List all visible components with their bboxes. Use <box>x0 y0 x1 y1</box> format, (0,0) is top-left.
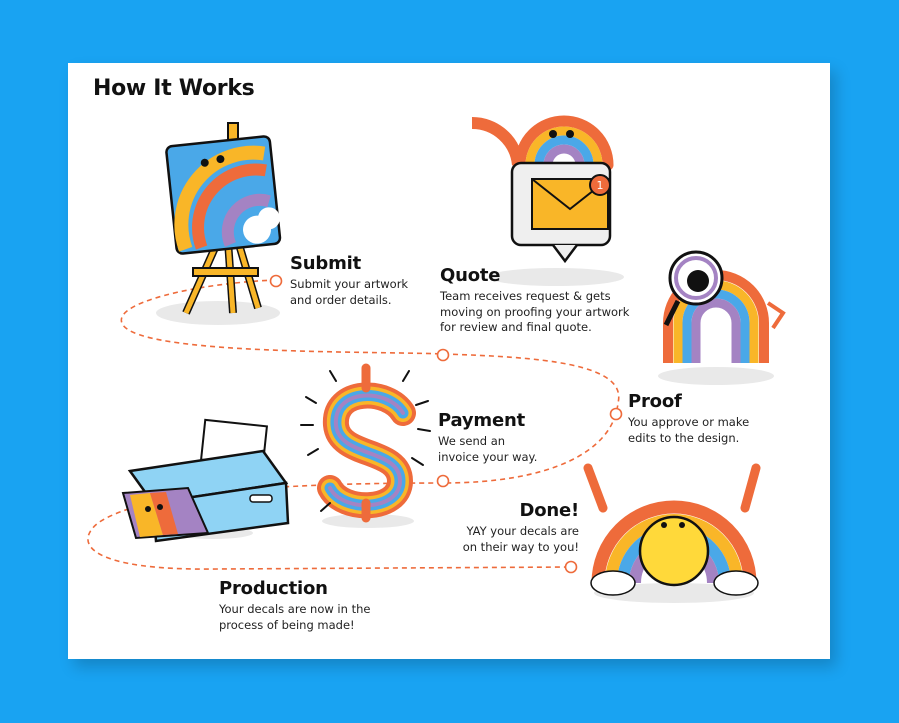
step-payment <box>438 410 537 465</box>
step-done-heading: Done! <box>519 500 579 521</box>
step-quote-text-3: for review and final quote. <box>440 320 592 334</box>
envelope-rainbow-icon <box>472 121 624 286</box>
step-production <box>219 578 370 633</box>
printer-icon <box>123 420 288 541</box>
path-node-done <box>566 562 577 573</box>
step-payment-heading: Payment <box>438 410 526 431</box>
step-quote <box>440 265 629 336</box>
step-quote-text-1: Team receives request & gets <box>440 289 611 303</box>
step-proof-text-1: You approve or make <box>628 415 750 429</box>
dollar-sign-icon <box>301 368 430 528</box>
step-production-text-1: Your decals are now in the <box>219 602 371 616</box>
magnifier-rainbow-icon <box>658 252 783 385</box>
path-node-proof <box>611 409 622 420</box>
step-quote-text-2: moving on proofing your artwork <box>440 304 630 319</box>
step-done-text-1: YAY your decals are <box>466 524 579 538</box>
notification-badge: 1 <box>596 179 604 192</box>
step-payment-text-1: We send an <box>438 434 506 448</box>
step-submit-heading: Submit <box>290 253 361 274</box>
step-production-heading: Production <box>219 578 328 599</box>
step-proof-heading: Proof <box>628 391 682 412</box>
path-node-payment <box>438 476 449 487</box>
step-proof <box>628 391 749 446</box>
step-submit-text-1: Submit your artwork <box>290 277 409 291</box>
how-it-works-card <box>68 63 830 659</box>
step-done-text-2: on their way to you! <box>462 539 579 554</box>
step-submit <box>290 253 408 308</box>
page-title: How It Works <box>93 76 255 101</box>
path-node-quote <box>438 350 449 361</box>
easel-rainbow-icon <box>156 123 283 325</box>
process-illustration <box>68 63 830 659</box>
step-proof-text-2: edits to the design. <box>628 430 740 445</box>
path-node-submit <box>271 276 282 287</box>
step-done <box>456 500 579 555</box>
sun-rainbow-icon <box>588 468 758 603</box>
step-quote-heading: Quote <box>440 265 501 286</box>
step-submit-text-2: and order details. <box>290 292 392 307</box>
step-production-text-2: process of being made! <box>219 617 355 632</box>
step-payment-text-2: invoice your way. <box>438 449 538 464</box>
